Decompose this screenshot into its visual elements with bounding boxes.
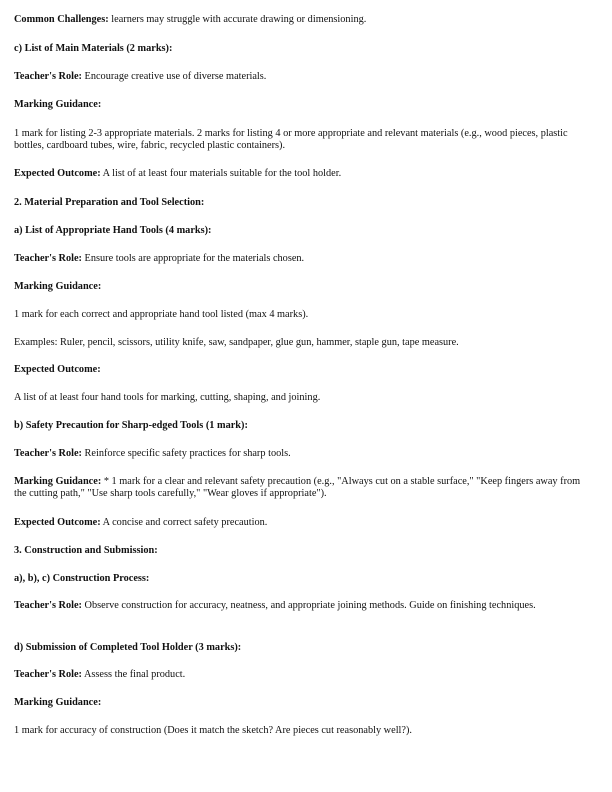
section-3d-marking-guidance-text: 1 mark for accuracy of construction (Does it match the sketch? Are pieces cut reasonably well?). [14,725,412,736]
marking-guidance-label: Marking Guidance: [14,476,102,487]
section-2a-expected-outcome-heading: Expected Outcome: [14,364,101,375]
section-2b-heading: b) Safety Precaution for Sharp-edged Tools (1 mark): [14,420,248,431]
section-2a-marking-guidance-heading: Marking Guidance: [14,281,102,292]
section-3-heading: 3. Construction and Submission: [14,545,158,556]
teacher-role-text: Ensure tools are appropriate for the materials chosen. [81,253,305,264]
section-2a-marking-guidance-text: 1 mark for each correct and appropriate hand tool listed (max 4 marks). [14,309,309,320]
section-3abc-heading: a), b), c) Construction Process: [14,573,150,584]
section-c-teacher-role [14,71,586,83]
section-2-heading: 2. Material Preparation and Tool Selection: [14,197,205,208]
expected-outcome-text: A list of at least four materials suitable for the tool holder. [100,168,342,179]
expected-outcome-label: Expected Outcome: [14,517,101,528]
section-c-marking-guidance-heading: Marking Guidance: [14,99,102,110]
expected-outcome-text: A concise and correct safety precaution. [100,517,268,528]
teacher-role-text: Reinforce specific safety practices for sharp tools. [81,448,291,459]
section-2a-expected-outcome-text: A list of at least four hand tools for marking, cutting, shaping, and joining. [14,392,321,403]
teacher-role-label: Teacher's Role: [14,448,82,459]
section-c-heading: c) List of Main Materials (2 marks): [14,43,173,54]
marking-guidance-text: * 1 mark for a clear and relevant safety precaution (e.g., "Always cut on a stable surface," "Keep fingers away from the cutting path," "Use sharp tools carefully," "Wear gloves if appropriate"). [14,476,581,499]
section-2a-examples: Examples: Ruler, pencil, scissors, utility knife, saw, sandpaper, glue gun, hammer, staple gun, tape measure. [14,337,459,348]
section-2a-teacher-role [14,253,586,265]
teacher-role-text: Assess the final product. [81,669,186,680]
section-3d-teacher-role [14,669,586,681]
teacher-role-text: Encourage creative use of diverse materials. [81,71,267,82]
common-challenges-paragraph [14,14,586,26]
section-c-expected-outcome [14,168,586,180]
section-2b-teacher-role [14,448,586,460]
section-c-marking-guidance-text: 1 mark for listing 2-3 appropriate materials. 2 marks for listing 4 or more appropriate and relevant materials (e.g., wood pieces, plastic bottles, cardboard tubes, wire, fabric, recycled plastic containers). [14,128,568,151]
teacher-role-label: Teacher's Role: [14,253,82,264]
common-challenges-label: Common Challenges: [14,14,109,25]
section-2a-heading: a) List of Appropriate Hand Tools (4 marks): [14,225,212,236]
expected-outcome-label: Expected Outcome: [14,168,101,179]
teacher-role-label: Teacher's Role: [14,71,82,82]
section-3d-marking-guidance-heading: Marking Guidance: [14,697,102,708]
section-2b-marking-guidance [14,476,586,500]
teacher-role-text: Observe construction for accuracy, neatness, and appropriate joining methods. Guide on finishing techniques. [81,600,536,611]
section-3d-heading: d) Submission of Completed Tool Holder (3 marks): [14,642,242,653]
teacher-role-label: Teacher's Role: [14,669,82,680]
teacher-role-label: Teacher's Role: [14,600,82,611]
section-2b-expected-outcome [14,517,586,529]
common-challenges-text: learners may struggle with accurate drawing or dimensioning. [108,14,367,25]
section-3abc-teacher-role [14,600,586,612]
